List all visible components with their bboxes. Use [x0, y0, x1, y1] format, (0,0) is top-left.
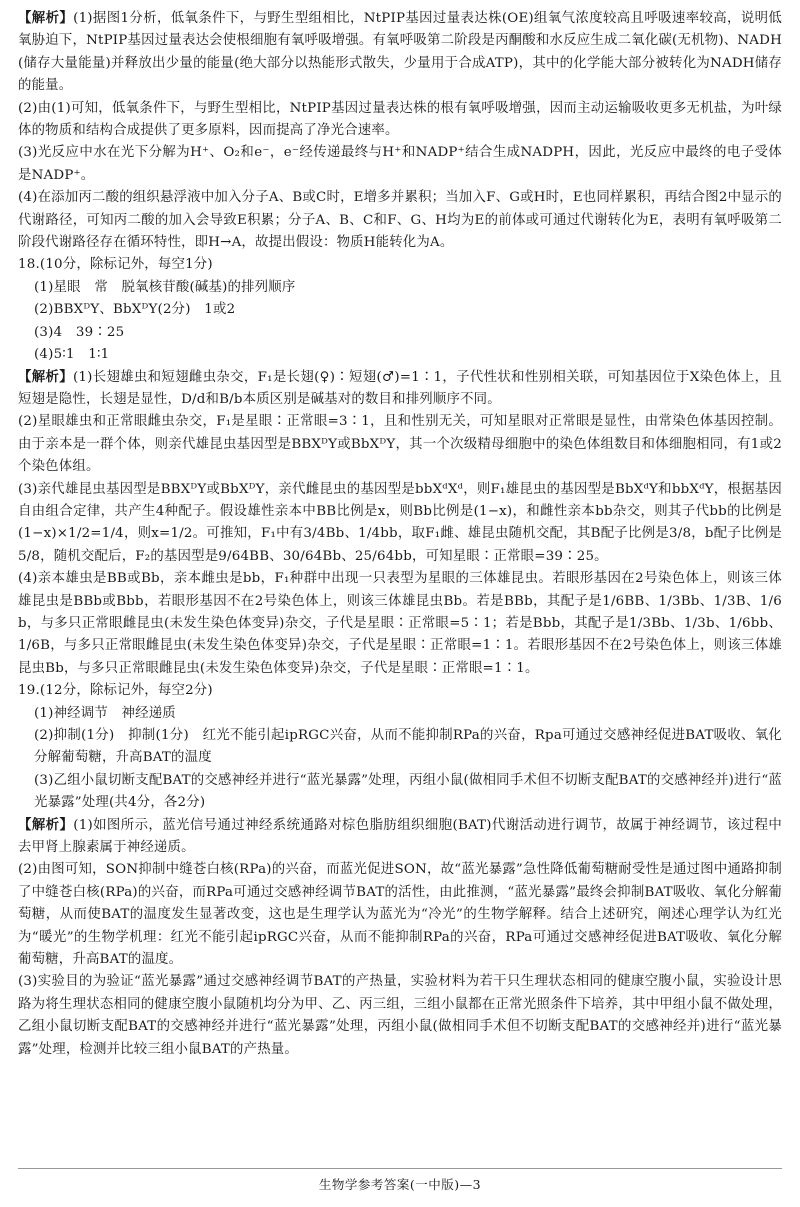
q19-analysis	[18, 815, 782, 1061]
footer-divider	[18, 1168, 782, 1169]
q19-header: 19.(12分，除标记外，每空2分)	[18, 683, 213, 699]
q18-analysis-p4: (4)亲本雄虫是BB或Bb，亲本雌虫是bb，F₁种群中出现一只表型为星眼的三体雄昆虫。若眼形基因在2号染色体上，则该三体雄昆虫是BBb或Bbb，若眼形基因不在2号染色体上，则该三体雄昆虫Bb。若是BBb，其配子是1/6BB、1/3Bb、1/3B、1/6b，与多只正常眼雌昆虫(未发生染色体变异)杂交，子代是星眼∶正常眼=5∶1；若是Bbb，其配子是1/3Bb、1/3b、1/6bb、1/6B，与多只正常眼雌昆虫(未发生染色体变异)杂交，子代是星眼∶正常眼=1∶1。若眼形基因不在2号染色体上，则该三体雄昆虫Bb，与多只正常眼雌昆虫(未发生染色体变异)杂交，子代是星眼∶正常眼=1∶1。	[18, 571, 782, 676]
q18-answer-4: (4)5∶1 1∶1	[34, 347, 110, 363]
q18-header: 18.(10分，除标记外，每空1分)	[18, 257, 213, 273]
q18-analysis	[18, 367, 782, 681]
answer-page	[18, 8, 782, 1061]
analysis-tag: 【解析】	[18, 369, 73, 385]
q19-answers	[18, 703, 782, 815]
q19-answer-2: (2)抑制(1分) 抑制(1分) 红光不能引起ipRGC兴奋，从而不能抑制RPa的兴奋，Rpa可通过交感神经促进BAT吸收、氧化分解葡萄糖，升高BAT的温度	[34, 728, 782, 766]
q18-answer-1: (1)星眼 常 脱氧核苷酸(碱基)的排列顺序	[34, 279, 296, 295]
q18-analysis-p1: 【解析】(1)长翅雄虫和短翅雌虫杂交，F₁是长翅(♀)∶短翅(♂)=1∶1，子代性状和性别相关联，可知基因位于X染色体上，且短翅是隐性，长翅是显性，D/d和B/b本质区别是碱基对的数目和排列顺序不同。	[18, 369, 782, 407]
q17-analysis-p3: (3)光反应中水在光下分解为H⁺、O₂和e⁻，e⁻经传递最终与H⁺和NADP⁺结合生成NADPH，因此，光反应中最终的电子受体是NADP⁺。	[18, 145, 782, 183]
q19-answer-1: (1)神经调节 神经递质	[34, 705, 176, 721]
q18-answer-2: (2)BBXᴰY、BbXᴰY(2分) 1或2	[34, 302, 236, 318]
page-footer: 生物学参考答案(一中版)—3	[318, 1177, 482, 1192]
q17-analysis-p4: (4)在添加丙二酸的组织悬浮液中加入分子A、B或C时，E增多并累积；当加入F、G或H时，E也同样累积，再结合图2中显示的代谢路径，可知丙二酸的加入会导致E积累；分子A、B、C和F、G、H均为E的前体或可通过代谢转化为E，表明有氧呼吸第二阶段代谢路径存在循环特性，即H→A，故提出假设：物质H能转化为A。	[18, 190, 782, 251]
q19-analysis-p2: (2)由图可知，SON抑制中缝苍白核(RPa)的兴奋，而蓝光促进SON，故“蓝光暴露”急性降低葡萄糖耐受性是通过图中通路抑制了中缝苍白核(RPa)的兴奋，而RPa可通过交感神经调节BAT的活性，由此推测，“蓝光暴露”最终会抑制BAT吸收、氧化分解葡萄糖，从而使BAT的温度发生显著改变，这也是生理学认为蓝光为“冷光”的生物学解释。结合上述研究，阐述心理学认为红光为“暖光”的生物学机理：红光不能引起ipRGC兴奋，从而不能抑制RPa的兴奋，RPa可通过交感神经促进BAT吸收、氧化分解葡萄糖，升高BAT的温度。	[18, 862, 782, 968]
q18-analysis-p2: (2)星眼雄虫和正常眼雌虫杂交，F₁是星眼∶正常眼=3∶1，且和性别无关，可知星眼对正常眼是显性，由常染色体基因控制。由于亲本是一群个体，则亲代雄昆虫基因型是BBXᴰY或BbXᴰY，其一个次级精母细胞中的染色体组数目和体细胞相同，有1或2个染色体组。	[18, 414, 782, 475]
q19-answer-3: (3)乙组小鼠切断支配BAT的交感神经并进行“蓝光暴露”处理，丙组小鼠(做相同手术但不切断支配BAT的交感神经并)进行“蓝光暴露”处理(共4分，各2分)	[34, 772, 782, 811]
q18-answers	[18, 277, 782, 367]
analysis-tag: 【解析】	[18, 817, 74, 833]
q18-analysis-p3: (3)亲代雄昆虫基因型是BBXᴰY或BbXᴰY，亲代雌昆虫的基因型是bbXᵈXᵈ，则F₁雄昆虫的基因型是BbXᵈY和bbXᵈY，根据基因自由组合定律，共产生4种配子。假设雄性亲本中BB比例是x，则Bb比例是(1−x)，和雌性亲本bb杂交，则其子代bb的比例是(1−x)×1/2=1/4，则x=1/2。可推知，F₁中有3/4Bb、1/4bb，取F₁雌、雄昆虫随机交配，其B配子比例是3/8，b配子比例是5/8，随机交配后，F₂的基因型是9/64BB、30/64Bb、25/64bb，可知星眼∶正常眼=39∶25。	[18, 481, 782, 564]
q17-analysis	[18, 8, 782, 254]
q19-analysis-p3: (3)实验目的为验证“蓝光暴露”通过交感神经调节BAT的产热量，实验材料为若干只生理状态相同的健康空腹小鼠，实验设计思路为将生理状态相同的健康空腹小鼠随机均分为甲、乙、丙三组，三组小鼠都在正常光照条件下培养，其中甲组小鼠不做处理，乙组小鼠切断支配BAT的交感神经并进行“蓝光暴露”处理，丙组小鼠(做相同手术但不切断支配BAT的交感神经并)进行“蓝光暴露”处理，检测并比较三组小鼠BAT的产热量。	[18, 974, 782, 1057]
q17-analysis-p2: (2)由(1)可知，低氧条件下，与野生型相比，NtPIP基因过量表达株的根有氧呼吸增强，因而主动运输吸收更多无机盐，为叶绿体的物质和结构合成提供了更多原料，因而提高了净光合速率。	[18, 100, 782, 139]
analysis-tag: 【解析】	[18, 11, 74, 26]
q18-answer-3: (3)4 39∶25	[34, 324, 125, 340]
q19-analysis-p1: 【解析】(1)如图所示，蓝光信号通过神经系统通路对棕色脂肪组织细胞(BAT)代谢活动进行调节，故属于神经调节，该过程中去甲肾上腺素属于神经递质。	[18, 817, 782, 856]
q17-analysis-p1: 【解析】(1)据图1分析，低氧条件下，与野生型组相比，NtPIP基因过量表达株(OE)组氧气浓度较高且呼吸速率较高，说明低氧胁迫下，NtPIP基因过量表达会使根细胞有氧呼吸增强。有氧呼吸第二阶段是丙酮酸和水反应生成二氧化碳(无机物)、NADH(储存大量能量)并释放出少量的能量(绝大部分以热能形式散失，少量用于合成ATP)，其中的化学能大部分被转化为NADH储存的能量。	[18, 11, 782, 94]
